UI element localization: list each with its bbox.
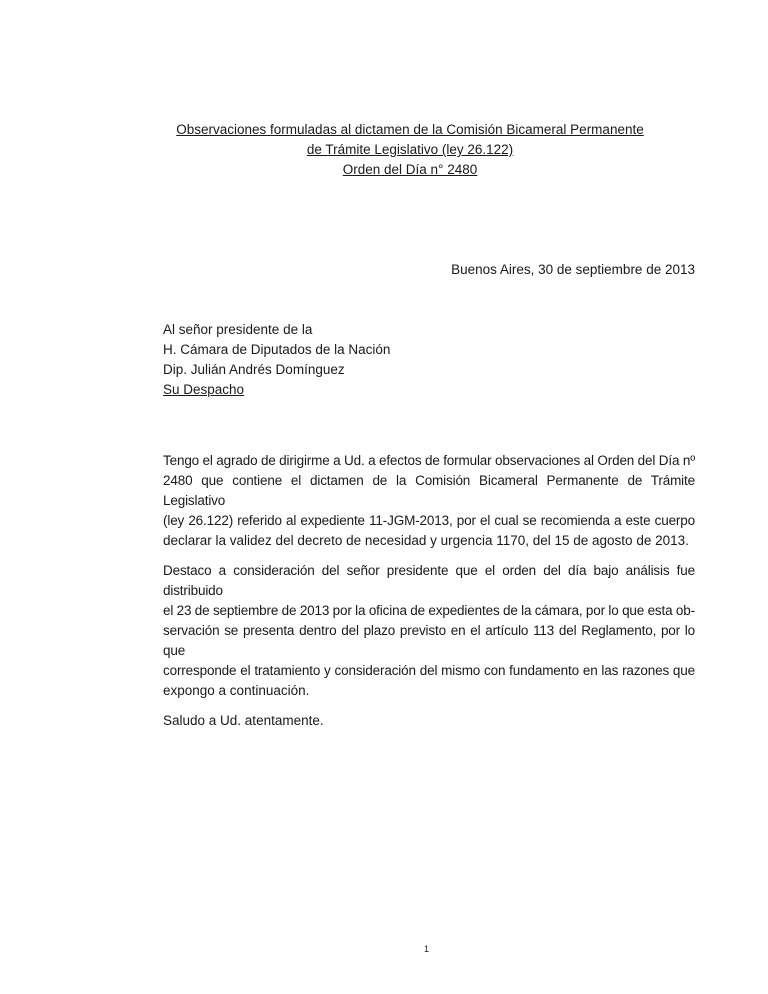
paragraph1-line: Tengo el agrado de dirigirme a Ud. a efectos de formular observaciones al Orden del Día nº	[163, 453, 695, 468]
page-number: 1	[424, 944, 430, 954]
paragraph1-line: 2480 que contiene el dictamen de la Comisión Bicameral Permanente de Trámite Legislativo	[163, 473, 695, 508]
address-line-1: Al señor presidente de la	[163, 322, 313, 337]
paragraph1-line: declarar la validez del decreto de necesidad y urgencia 1170, del 15 de agosto de 2013.	[163, 533, 689, 548]
title-line-3: Orden del Día n° 2480	[342, 162, 478, 177]
address-line-2: H. Cámara de Diputados de la Nación	[163, 342, 391, 357]
date-line: Buenos Aires, 30 de septiembre de 2013	[451, 262, 695, 277]
paragraph2-line: expongo a continuación.	[163, 683, 310, 698]
title-line-1: Observaciones formuladas al dictamen de la Comisión Bicameral Permanente	[176, 122, 644, 137]
paragraph-1	[163, 400, 695, 551]
paragraph2-line: Destaco a consideración del señor presidente que el orden del día bajo análisis fue distribuido	[163, 563, 695, 598]
paragraph2-line: servación se presenta dentro del plazo previsto en el artículo 113 del Reglamento, por lo que	[163, 623, 695, 658]
paragraph-2	[163, 551, 695, 701]
closing-line: Saludo a Ud. atentamente.	[163, 713, 324, 728]
address-line-4: Su Despacho	[163, 382, 245, 397]
date-block	[163, 180, 695, 280]
address-block	[163, 280, 695, 400]
closing-block	[163, 701, 695, 731]
paragraph2-line: el 23 de septiembre de 2013 por la oficina de expedientes de la cámara, por lo que esta ob-	[163, 603, 695, 618]
paragraph1-line: (ley 26.122) referido al expediente 11-JGM-2013, por el cual se recomienda a este cuerpo	[163, 513, 695, 528]
title-line-2: de Trámite Legislativo (ley 26.122)	[306, 142, 514, 157]
document-title	[100, 0, 720, 180]
paragraph2-line: corresponde el tratamiento y consideración del mismo con fundamento en las razones que	[163, 663, 695, 678]
address-line-3: Dip. Julián Andrés Domínguez	[163, 362, 345, 377]
